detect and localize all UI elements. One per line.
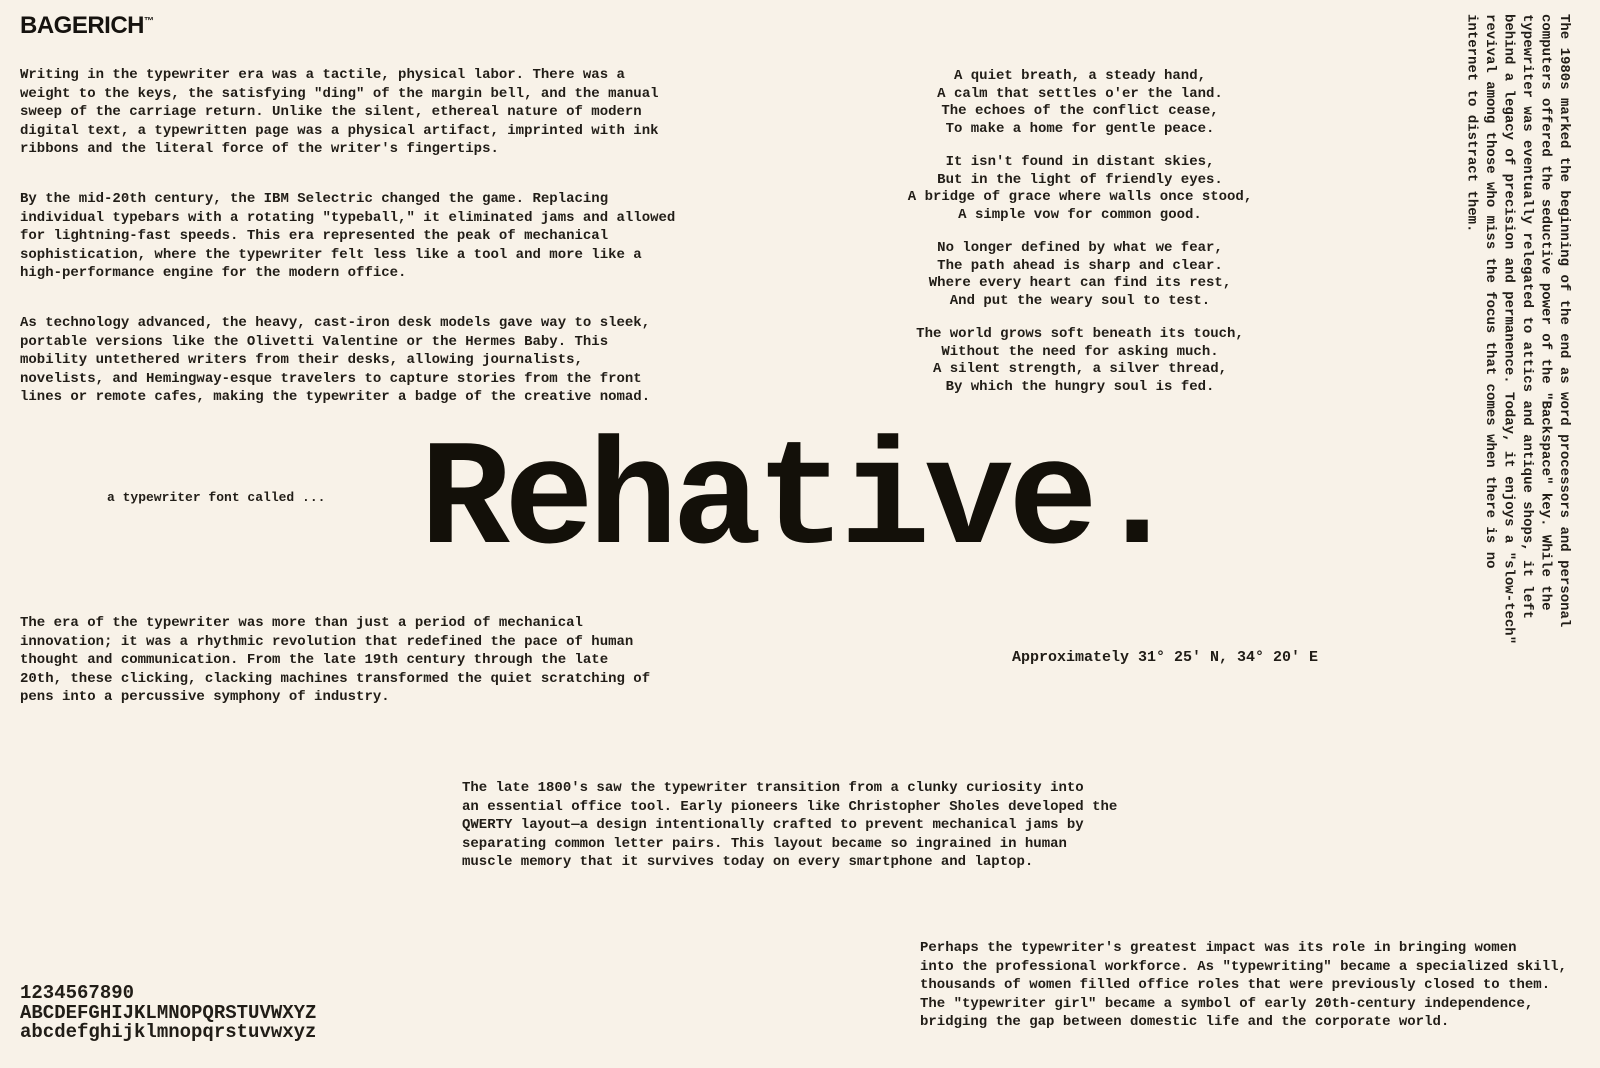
text-line: A bridge of grace where walls once stood,: [907, 189, 1253, 205]
text-line: for lightning-fast speeds. This era represented the peak of mechanical: [20, 228, 609, 244]
paragraph-era-revolution: [20, 614, 650, 707]
text-line: internet to distract them.: [1463, 14, 1480, 233]
text-line: weight to the keys, the satisfying "ding" of the margin bell, and the manual: [20, 85, 659, 102]
coordinates-text: Approximately 31° 25' N, 34° 20' E: [1012, 649, 1319, 666]
text-line: behind a legacy of precision and permanence. Today, it enjoys a "slow-tech": [1500, 14, 1517, 645]
charset-uppercase: ABCDEFGHIJKLMNOPQRSTUVWXYZ: [20, 1001, 317, 1024]
trademark-symbol: ™: [144, 16, 155, 27]
text-line: Without the need for asking much.: [941, 343, 1219, 360]
brand-logo: [20, 12, 154, 40]
text-line: Where every heart can find its rest,: [928, 275, 1232, 291]
text-line: typewriter was eventually relegated to attics and antique shops, it left: [1519, 14, 1535, 619]
text-line: The path ahead is sharp and clear.: [937, 257, 1223, 274]
text-line: digital text, a typewritten page was a physical artifact, imprinted with ink: [20, 122, 659, 139]
poem-stanza-2: [860, 154, 1300, 224]
text-line: QWERTY layout—a design intentionally crafted to prevent mechanical jams by: [462, 817, 1084, 833]
text-line: into the professional workforce. As "typewriting" became a specialized skill,: [920, 958, 1567, 975]
text-line: A silent strength, a silver thread,: [932, 361, 1228, 377]
text-line: The echoes of the conflict cease,: [941, 103, 1219, 119]
text-line: separating common letter pairs. This layout became so ingrained in human: [462, 835, 1067, 852]
text-line: 20th, these clicking, clacking machines transformed the quiet scratching of: [20, 670, 651, 687]
specimen-label: a typewriter font called ...: [107, 490, 326, 505]
text-line: It isn't found in distant skies,: [945, 154, 1215, 170]
text-line: The 1980s marked the beginning of the end as word processors and personal: [1556, 14, 1572, 628]
text-line: By the mid-20th century, the IBM Selectric changed the game. Replacing: [20, 191, 609, 207]
text-line: thousands of women filled office roles that were previously closed to them.: [920, 977, 1551, 993]
text-line: As technology advanced, the heavy, cast-iron desk models gave way to sleek,: [20, 315, 651, 331]
paragraph-qwerty: [462, 779, 1117, 872]
text-line: pens into a percussive symphony of industry.: [20, 689, 390, 705]
text-line: A simple vow for common good.: [958, 206, 1202, 223]
paragraph-typewriter-girl: [920, 939, 1567, 1032]
text-line: muscle memory that it survives today on every smartphone and laptop.: [462, 854, 1034, 870]
charset-digits: 1234567890: [20, 982, 135, 1004]
text-line: computers offered the seductive power of the "Backspace" key. While the: [1537, 14, 1554, 611]
text-line: And put the weary soul to test.: [949, 292, 1211, 309]
text-line: By which the hungry soul is fed.: [945, 378, 1215, 395]
text-line: The era of the typewriter was more than just a period of mechanical: [20, 615, 583, 631]
font-name-title: Rehative.: [420, 418, 1177, 588]
text-line: lines or remote cafes, making the typewriter a badge of the creative nomad.: [20, 389, 651, 405]
text-line: To make a home for gentle peace.: [945, 120, 1215, 137]
text-line: A quiet breath, a steady hand,: [953, 68, 1207, 84]
poem-stanza-4: [860, 326, 1300, 396]
text-line: an essential office tool. Early pioneers like Christopher Sholes developed the: [462, 798, 1118, 815]
text-line: bridging the gap between domestic life and the corporate world.: [920, 1014, 1450, 1030]
character-set: [20, 984, 316, 1043]
text-line: Perhaps the typewriter's greatest impact was its role in bringing women: [920, 940, 1517, 956]
poem-stanza-1: [860, 68, 1300, 138]
text-line: revival among those who miss the focus that comes when there is no: [1482, 14, 1498, 569]
paragraph-tactile-labor: [20, 66, 659, 159]
text-line: Writing in the typewriter era was a tactile, physical labor. There was a: [20, 67, 625, 83]
text-line: The late 1800's saw the typewriter transition from a clunky curiosity into: [462, 780, 1084, 796]
charset-lowercase: abcdefghijklmnopqrstuvwxyz: [20, 1021, 317, 1043]
text-line: novelists, and Hemingway-esque travelers to capture stories from the front: [20, 370, 642, 387]
vertical-note-1980s: [1462, 14, 1573, 694]
text-line: thought and communication. From the late 19th century through the late: [20, 652, 609, 668]
text-line: The "typewriter girl" became a symbol of early 20th-century independence,: [920, 995, 1534, 1012]
text-line: mobility untethered writers from their desks, allowing journalists,: [20, 352, 583, 368]
text-line: The world grows soft beneath its touch,: [916, 326, 1244, 342]
text-line: ribbons and the literal force of the writer's fingertips.: [20, 141, 499, 157]
text-line: sophistication, where the typewriter felt less like a tool and more like a: [20, 246, 642, 263]
poem: [860, 68, 1300, 412]
brand-name: BAGERICH: [20, 12, 145, 39]
poem-stanza-3: [860, 240, 1300, 310]
text-line: innovation; it was a rhythmic revolution that redefined the pace of human: [20, 633, 634, 650]
text-line: No longer defined by what we fear,: [937, 240, 1223, 256]
text-line: portable versions like the Olivetti Valentine or the Hermes Baby. This: [20, 333, 609, 350]
text-line: But in the light of friendly eyes.: [937, 171, 1223, 188]
text-line: high-performance engine for the modern office.: [20, 265, 407, 281]
text-line: individual typebars with a rotating "typeball," it eliminated jams and allowed: [20, 209, 676, 226]
paragraph-ibm-selectric: [20, 190, 675, 283]
paragraph-portable-typewriters: [20, 314, 650, 407]
text-line: sweep of the carriage return. Unlike the silent, ethereal nature of modern: [20, 104, 642, 120]
text-line: A calm that settles o'er the land.: [937, 85, 1223, 102]
